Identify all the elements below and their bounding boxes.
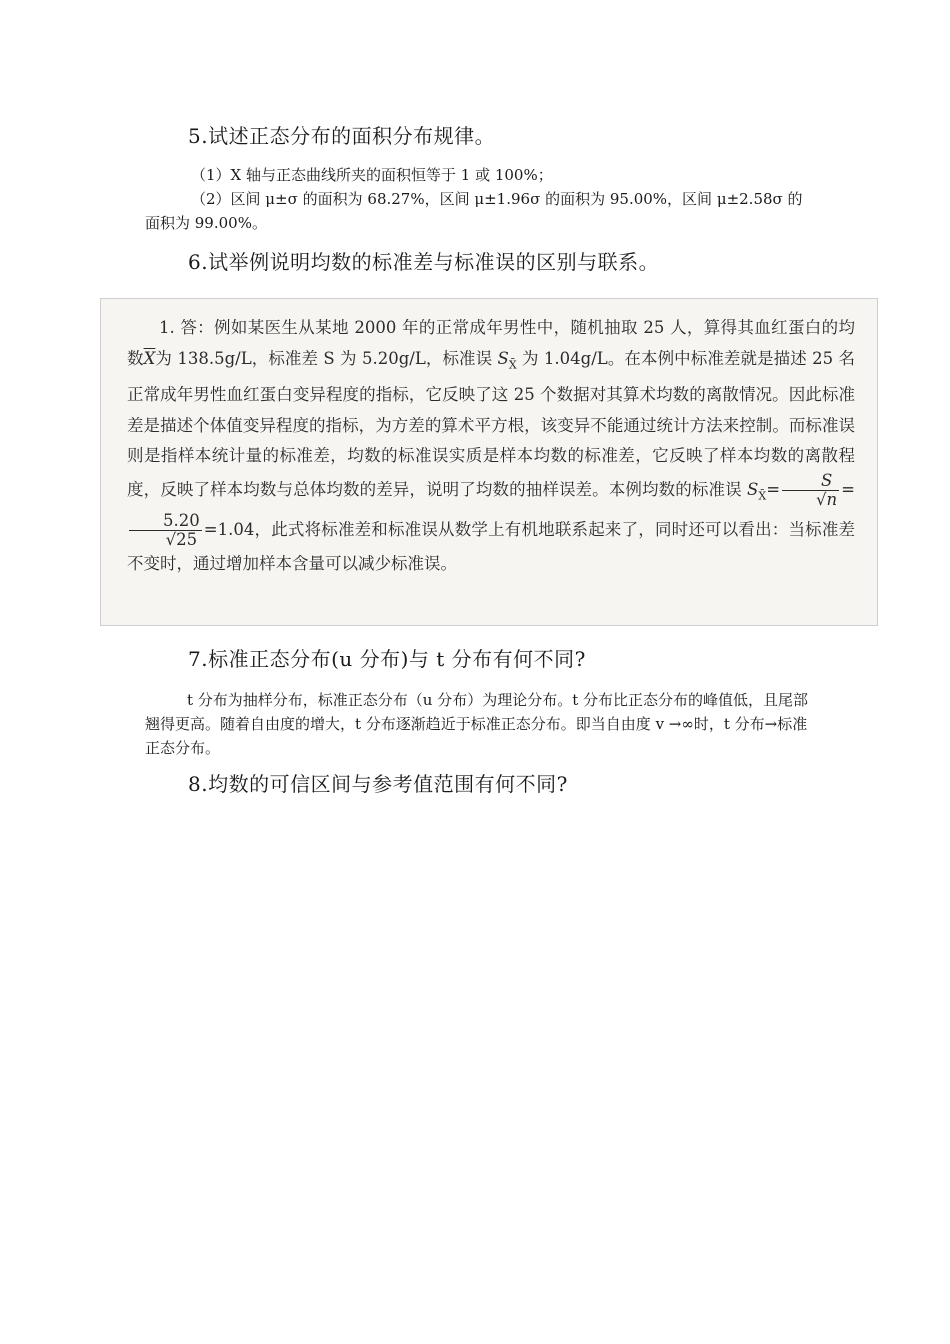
question-6-heading: 6.试举例说明均数的标准差与标准误的区别与联系。 [188, 250, 660, 274]
x-bar-symbol: $\overline{X}$ [143, 348, 156, 368]
answer-6-part-1: 1. 答：例如某医生从某地 2000 年的正常成年男性中，随机抽取 25 人，算得其血红蛋白的均数 [127, 318, 855, 368]
formula-fraction-1 [782, 472, 839, 509]
answer-5-line-1: （1）X 轴与正态曲线所夹的面积恒等于 1 或 100%； [191, 166, 553, 184]
standard-error-symbol: S [497, 348, 509, 368]
fraction-1-denominator: √n [816, 489, 838, 509]
answer-6-part-2: 为 138.5g/L，标准差 S 为 5.20g/L，标准误 [155, 348, 498, 368]
question-8-heading: 8.均数的可信区间与参考值范围有何不同? [188, 772, 568, 796]
answer-7-text: t 分布为抽样分布，标准正态分布（u 分布）为理论分布。t 分布比正态分布的峰值低，且尾部翘得更高。随着自由度的增大，t 分布逐渐趋近于标准正态分布。即当自由度 v →∞时，t 分布→标准正态分布。 [145, 691, 809, 757]
fraction-2-numerator: 5.20 [129, 512, 202, 531]
question-5-heading: 5.试述正态分布的面积分布规律。 [188, 124, 496, 148]
question-7-heading: 7.标准正态分布(u 分布)与 t 分布有何不同? [188, 647, 586, 671]
standard-error-subscript: X̄ [508, 357, 517, 371]
fraction-1-numerator: S [782, 472, 839, 491]
formula-fraction-2 [129, 512, 202, 549]
fraction-2-denominator: √25 [165, 529, 198, 549]
answer-6-part-3: 为 1.04g/L。在本例中标准差就是描述 25 名正常成年男性血红蛋白变异程度的指标，它反映了这 25 个数据对其算术均数的离散情况。因此标准差是描述个体值变异程度的指标，为方差的算术平方根，该变异不能通过统计方法来控制。而标准误则是指样本统计量的标准差，均数的标准误实质是样本均数的标准差，它反映了样本均数的离散程度，反映了样本均数与总体均数的差异，说明了均数的抽样误差。本例均数的标准误 [127, 348, 855, 499]
formula-lhs: S [747, 479, 759, 499]
scanned-answer-image [100, 298, 878, 626]
answer-6-part-4: ，此式将标准差和标准误从数学上有机地联系起来了，同时还可以看出：当标准差不变时，通过增加样本含量可以减少标准误。 [127, 519, 855, 573]
question-5-answer [145, 163, 810, 235]
formula-result: =1.04 [203, 519, 255, 539]
question-7-answer [145, 688, 810, 760]
answer-6-text: 1. 答：例如某医生从某地 2000 年的正常成年男性中，随机抽取 25 人，算得其血红蛋白的均数$\overline{X}$为 138.5g/L，标准差 S 为 5.20g/L，标准误 $S_{X̄}$ 为 1.04g/L。在本例中标准差就是描述 25 名正常成年男性血红蛋白变异程度的指标，它反映了这 25 个数据对其算术均数的离散情况。因此标准差是描述个体值变异程度的指标，为方差的算术平方根，该变异不能通过统计方法来控制。而标准误则是指样本统计量的标准差，均数的标准误实质是样本均数的标准差，它反映了样本均数的离散程度，反映了样本均数与总体均数的差异，说明了均数的抽样误差。本例均数的标准误 $S_{X̄}=$ $\frac{S}{√n}$ = $\frac{5.20}{√25}$ =1.04，此式将标准差和标准误从数学上有机地联系起来了，同时还可以看出：当标准差不变时，通过增加样本含量可以减少标准误。 [127, 318, 855, 573]
answer-5-line-2: （2）区间 μ±σ 的面积为 68.27%，区间 μ±1.96σ 的面积为 95.00%，区间 μ±2.58σ 的面积为 99.00%。 [145, 190, 803, 232]
formula-lhs-subscript: X̄ [758, 489, 767, 503]
